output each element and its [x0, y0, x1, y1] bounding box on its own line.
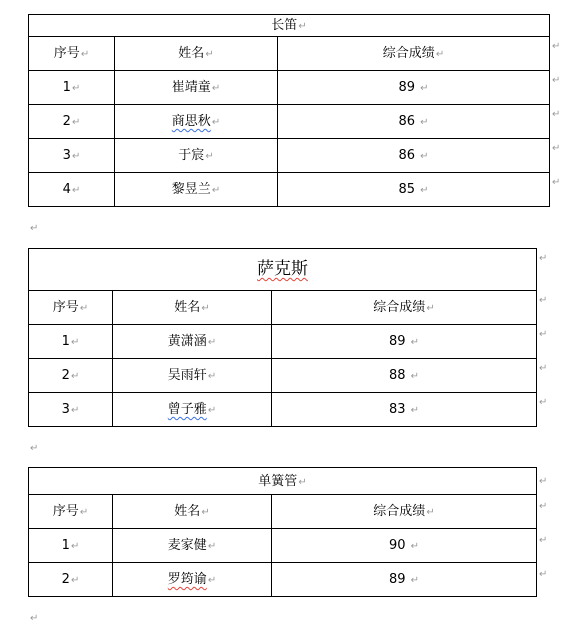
paragraph-mark-icon: ↵ [211, 117, 221, 128]
score-cell[interactable] [278, 71, 550, 105]
paragraph-mark-icon: ↵ [71, 151, 81, 162]
paragraph-mark-icon: ↵ [70, 405, 80, 416]
table-row [29, 71, 550, 105]
paragraph-mark-icon: ↵ [207, 575, 217, 586]
index-cell[interactable] [29, 393, 113, 427]
title-text: 单簧管 [258, 473, 298, 489]
paragraph-mark-icon: ↵ [552, 109, 561, 120]
paragraph-mark-icon: ↵ [426, 303, 435, 314]
cell-text: 3 [62, 148, 71, 163]
name-cell[interactable] [115, 173, 278, 207]
header-cell[interactable] [115, 37, 278, 71]
table-row [29, 529, 537, 563]
cell-text: 88 [388, 368, 406, 383]
table-row [29, 173, 550, 207]
cell-text: 86 [398, 114, 415, 129]
paragraph-mark-icon: ↵ [205, 151, 214, 162]
cell-text: 于宸 [178, 148, 205, 163]
score-cell[interactable] [272, 563, 537, 597]
cell-text: 曾子雅 [167, 402, 207, 417]
paragraph-mark-icon: ↵ [539, 476, 548, 487]
cell-text: 89 [388, 334, 406, 349]
cell-text: 黎昱兰 [171, 182, 211, 197]
header-cell[interactable] [113, 291, 272, 325]
header-cell[interactable] [272, 495, 537, 529]
paragraph-mark-icon: ↵ [207, 405, 217, 416]
paragraph-mark-icon: ↵ [201, 303, 210, 314]
paragraph-mark-icon: ↵ [298, 476, 307, 488]
cell-text: 2 [61, 368, 70, 383]
index-cell[interactable] [29, 139, 115, 173]
name-cell[interactable] [113, 325, 272, 359]
paragraph-mark-icon: ↵ [420, 83, 429, 94]
paragraph-mark-icon: ↵ [420, 117, 429, 128]
header-row [29, 495, 537, 529]
cell-text: 85 [398, 182, 415, 197]
paragraph-mark-icon: ↵ [207, 541, 217, 552]
index-cell[interactable] [29, 71, 115, 105]
header-row [29, 37, 550, 71]
paragraph-mark-icon: ↵ [71, 185, 81, 196]
table-row [29, 563, 537, 597]
paragraph-mark-icon: ↵ [298, 21, 307, 32]
paragraph-mark-icon: ↵ [80, 49, 90, 60]
paragraph-mark-icon: ↵ [539, 535, 548, 546]
cell-text: 吴雨轩 [167, 368, 207, 383]
title-text: 萨克斯 [257, 259, 308, 279]
paragraph-mark-icon: ↵ [211, 83, 221, 94]
paragraph-mark-icon: ↵ [30, 223, 39, 234]
paragraph-mark-icon: ↵ [552, 41, 561, 52]
score-cell[interactable] [278, 139, 550, 173]
index-cell[interactable] [29, 105, 115, 139]
paragraph-mark-icon: ↵ [207, 371, 217, 382]
cell-text: 89 [388, 572, 406, 587]
paragraph-mark-icon: ↵ [552, 177, 561, 188]
paragraph-mark-icon: ↵ [207, 337, 217, 348]
name-cell[interactable] [115, 105, 278, 139]
cell-text: 1 [61, 538, 70, 553]
index-cell[interactable] [29, 325, 113, 359]
paragraph-mark-icon: ↵ [539, 363, 548, 374]
header-text: 综合成绩 [373, 504, 426, 519]
cell-text: 罗筠谕 [167, 572, 207, 587]
header-text: 综合成绩 [373, 300, 426, 315]
paragraph-mark-icon: ↵ [30, 443, 39, 454]
cell-text: 1 [62, 80, 71, 95]
paragraph-mark-icon: ↵ [539, 329, 548, 340]
cell-text: 2 [61, 572, 70, 587]
header-text: 姓名 [174, 504, 201, 519]
paragraph-mark-icon: ↵ [426, 507, 435, 518]
paragraph-mark-icon: ↵ [410, 371, 420, 382]
paragraph-mark-icon: ↵ [30, 613, 39, 624]
cell-text: 麦家健 [167, 538, 207, 553]
title-text: 长笛 [271, 18, 298, 33]
header-cell[interactable] [272, 291, 537, 325]
paragraph-mark-icon: ↵ [71, 83, 81, 94]
paragraph-mark-icon: ↵ [435, 49, 445, 60]
paragraph-mark-icon: ↵ [410, 575, 420, 586]
table-row [29, 325, 537, 359]
paragraph-mark-icon: ↵ [211, 185, 221, 196]
table-row [29, 139, 550, 173]
cell-text: 86 [398, 148, 415, 163]
cell-text: 83 [388, 402, 406, 417]
header-text: 姓名 [178, 46, 205, 61]
cell-text: 崔靖童 [171, 80, 211, 95]
header-text: 姓名 [174, 300, 201, 315]
cell-text: 90 [388, 538, 406, 553]
score-cell[interactable] [272, 529, 537, 563]
cell-text: 商思秋 [171, 114, 211, 129]
paragraph-mark-icon: ↵ [70, 337, 80, 348]
name-cell[interactable] [115, 139, 278, 173]
paragraph-mark-icon: ↵ [420, 151, 429, 162]
index-cell[interactable] [29, 529, 113, 563]
cell-text: 3 [61, 402, 70, 417]
cell-text: 4 [62, 182, 71, 197]
paragraph-mark-icon: ↵ [539, 397, 548, 408]
paragraph-mark-icon: ↵ [410, 337, 420, 348]
paragraph-mark-icon: ↵ [70, 541, 80, 552]
index-cell[interactable] [29, 563, 113, 597]
paragraph-mark-icon: ↵ [420, 185, 429, 196]
paragraph-mark-icon: ↵ [552, 143, 561, 154]
header-row [29, 291, 537, 325]
paragraph-mark-icon: ↵ [539, 501, 548, 512]
cell-text: 黄潇涵 [167, 334, 207, 349]
cell-text: 2 [62, 114, 71, 129]
header-text: 综合成绩 [382, 46, 435, 61]
paragraph-mark-icon: ↵ [70, 371, 80, 382]
index-cell[interactable] [29, 173, 115, 207]
name-cell[interactable] [115, 71, 278, 105]
paragraph-mark-icon: ↵ [71, 117, 81, 128]
clarinet-table [28, 467, 537, 597]
paragraph-mark-icon: ↵ [539, 569, 548, 580]
score-cell[interactable] [272, 325, 537, 359]
paragraph-mark-icon: ↵ [79, 303, 89, 314]
paragraph-mark-icon: ↵ [552, 75, 561, 86]
flute-table [28, 14, 550, 207]
paragraph-mark-icon: ↵ [539, 295, 548, 306]
table-title[interactable] [29, 15, 550, 37]
header-text: 序号 [52, 504, 79, 519]
paragraph-mark-icon: ↵ [70, 575, 80, 586]
header-text: 序号 [53, 46, 80, 61]
name-cell[interactable] [113, 359, 272, 393]
score-cell[interactable] [278, 173, 550, 207]
table-title[interactable] [29, 468, 537, 495]
score-cell[interactable] [272, 393, 537, 427]
paragraph-mark-icon: ↵ [539, 253, 548, 264]
score-cell[interactable] [278, 105, 550, 139]
name-cell[interactable] [113, 563, 272, 597]
paragraph-mark-icon: ↵ [201, 507, 210, 518]
table-flute [28, 14, 550, 207]
header-cell[interactable] [113, 495, 272, 529]
saxophone-table [28, 248, 537, 427]
cell-text: 89 [398, 80, 415, 95]
cell-text: 1 [61, 334, 70, 349]
header-text: 序号 [52, 300, 79, 315]
paragraph-mark-icon: ↵ [410, 541, 420, 552]
table-title[interactable] [29, 249, 537, 291]
header-cell[interactable] [29, 37, 115, 71]
paragraph-mark-icon: ↵ [205, 49, 214, 60]
header-cell[interactable] [29, 495, 113, 529]
name-cell[interactable] [113, 393, 272, 427]
header-cell[interactable] [29, 291, 113, 325]
table-row [29, 393, 537, 427]
table-saxophone [28, 248, 537, 427]
table-row [29, 105, 550, 139]
paragraph-mark-icon: ↵ [410, 405, 420, 416]
score-cell[interactable] [272, 359, 537, 393]
index-cell[interactable] [29, 359, 113, 393]
table-clarinet [28, 467, 537, 597]
paragraph-mark-icon: ↵ [79, 507, 89, 518]
name-cell[interactable] [113, 529, 272, 563]
header-cell[interactable] [278, 37, 550, 71]
table-row [29, 359, 537, 393]
